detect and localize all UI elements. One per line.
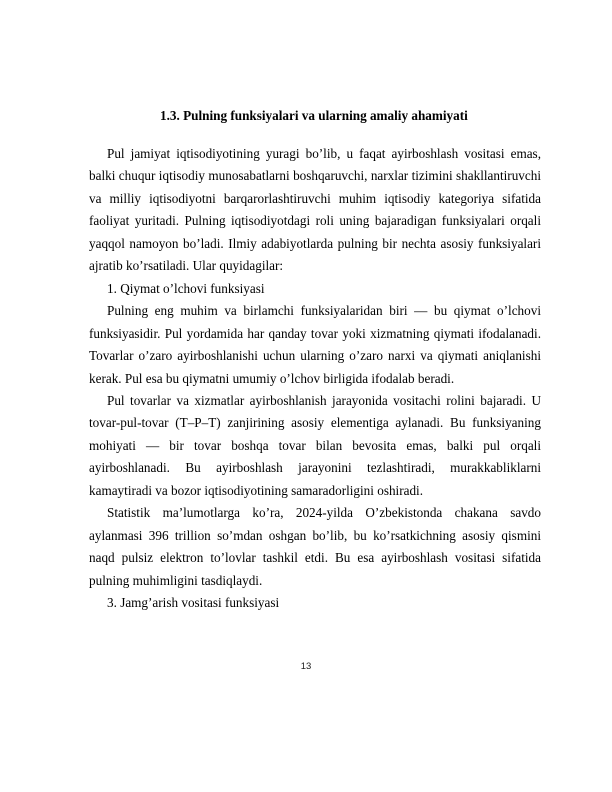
paragraph-intro: Pul jamiyat iqtisodiyotining yuragi bo’lib, u faqat ayirboshlash vositasi emas, balki chuqur iqtisodiy munosabatlarni boshqaruvchi, narxlar tizimini shakllantiruvchi va milliy iqtisodiyotni barqarorlashtiruvchi muhim iqtisodiy kategoriya sifatida faoliyat yuritadi. Pulning iqtisodiyotdagi roli uning bajaradigan funksiyalari orqali yaqqol namoyon bo’ladi. Ilmiy adabiyotlarda pulning bir nechta asosiy funksiyalari ajratib ko’rsatiladi. Ular quyidagilar:	[89, 146, 541, 274]
section-heading: 1.3. Pulning funksiyalari va ularning amaliy ahamiyati	[160, 108, 468, 123]
page-number: 13	[300, 661, 312, 672]
paragraph-statistics: Statistik ma’lumotlarga ko’ra, 2024-yilda O’zbekistonda chakana savdo aylanmasi 396 trillion so’mdan oshgan bo’lib, bu ko’rsatkichning asosiy qismini naqd pulsiz elektron to’lovlar tashkil etdi. Bu esa ayirboshlash vositasi sifatida pulning muhimligini tasdiqlaydi.	[89, 505, 541, 588]
subheading-value-measure: 1. Qiymat o’lchovi funksiyasi	[107, 280, 265, 296]
paragraph-exchange-medium: Pul tovarlar va xizmatlar ayirboshlanish jarayonida vositachi rolini bajaradi. U tovar-pul-tovar (T–P–T) zanjirining asosiy elementiga aylanadi. Bu funksiyaning mohiyati — bir tovar boshqa tovar bilan bevosita emas, balki pul orqali ayirboshlanadi. Bu ayirboshlash jarayonini tezlashtiradi, murakkabliklarni kamaytiradi va bozor iqtisodiyotining samaradorligini oshiradi.	[89, 392, 541, 498]
paragraph-value-measure: Pulning eng muhim va birlamchi funksiyalaridan biri — bu qiymat o’lchovi funksiyasidir. Pul yordamida har qanday tovar yoki xizmatning qiymati ifodalanadi. Tovarlar o’zaro ayirboshlanishi uchun ularning o’zaro narxi va qiymati aniqlanishi kerak. Pul esa bu qiymatni umumiy o’lchov birligida ifodalab beradi.	[89, 303, 541, 386]
subheading-savings: 3. Jamg’arish vositasi funksiyasi	[107, 595, 280, 611]
body-text	[89, 143, 541, 615]
